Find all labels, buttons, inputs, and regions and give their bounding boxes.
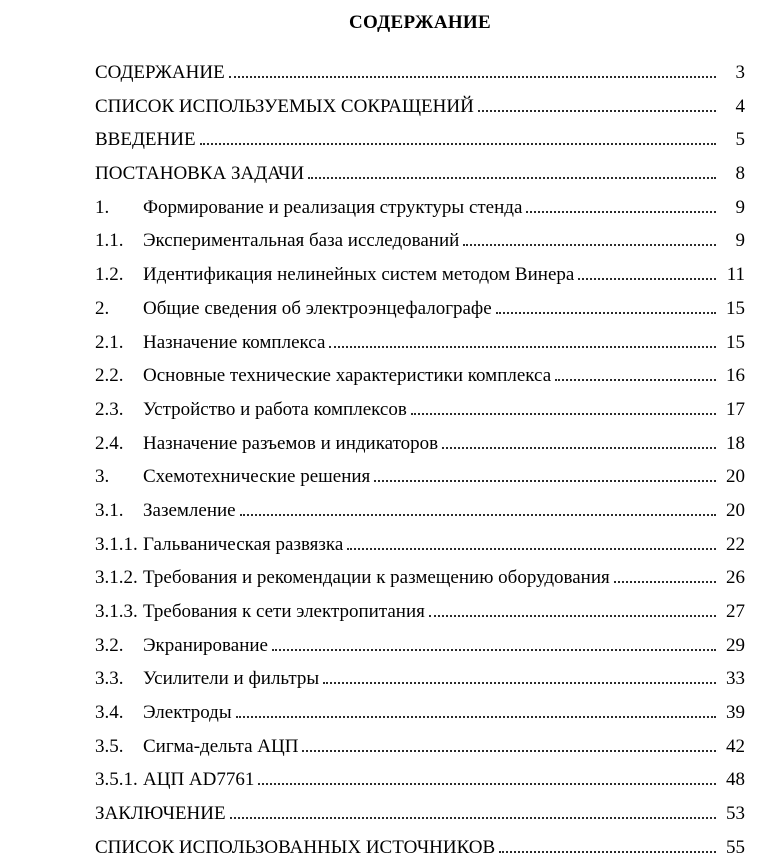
toc-entry-number: 1.1. (95, 230, 124, 252)
toc-leader-dots (496, 312, 716, 314)
toc-page-number: 3 (735, 62, 745, 83)
toc-entry-label: ПОСТАНОВКА ЗАДАЧИ (95, 163, 305, 185)
toc-leader-dots (258, 783, 716, 785)
toc-entry (95, 433, 745, 455)
toc-page-number: 11 (726, 264, 745, 286)
toc-entry (95, 567, 745, 589)
toc-entry (95, 500, 745, 522)
toc-page-number: 33 (726, 668, 745, 690)
toc-page-number: 48 (726, 769, 745, 791)
toc-page-number: 53 (726, 803, 745, 825)
toc-entry-label: Схемотехнические решения (143, 466, 371, 488)
toc-entry-label: Экранирование (143, 634, 268, 656)
toc-page-number: 8 (735, 163, 745, 185)
toc-entry (95, 96, 745, 118)
toc-entry-label: Гальваническая развязка (143, 533, 344, 555)
toc-entry-label: Электроды (143, 702, 232, 724)
toc-entry-number: 2.3. (95, 398, 124, 420)
toc-leader-dots (347, 548, 716, 550)
toc-entry-number: 3.1.1. (95, 533, 138, 555)
toc-entry-label: Основные технические характеристики комплекса (143, 365, 552, 387)
toc-leader-dots (526, 211, 716, 213)
toc-entry-label: Требования и рекомендации к размещению оборудования (143, 567, 610, 589)
toc-entry (95, 534, 745, 556)
toc-leader-dots (236, 716, 716, 718)
toc-page-number: 4 (735, 95, 745, 117)
toc-page-number: 42 (726, 735, 745, 757)
toc-entry-number: 3.1.2. (95, 567, 138, 589)
toc-entry-label: ЗАКЛЮЧЕНИЕ (95, 803, 226, 825)
toc-leader-dots (555, 379, 716, 381)
page-title: СОДЕРЖАНИЕ (349, 12, 491, 33)
toc-page-number: 26 (726, 567, 745, 589)
toc-entry (95, 264, 745, 286)
toc-entry-label: Формирование и реализация структуры стенда (143, 196, 523, 218)
toc-entry-number: 3.4. (95, 702, 124, 724)
toc-leader-dots (429, 615, 716, 617)
toc-leader-dots (478, 110, 716, 112)
toc-page-number: 15 (726, 297, 745, 319)
toc-entry (95, 769, 745, 791)
toc-leader-dots (614, 581, 716, 583)
toc-entry-number: 3.5.1. (95, 769, 138, 791)
toc-entry (95, 197, 745, 219)
toc-entry (95, 62, 745, 84)
toc-entry (95, 399, 745, 421)
toc-page-number: 29 (726, 634, 745, 656)
toc-entry-label: СПИСОК ИСПОЛЬЗОВАННЫХ ИСТОЧНИКОВ (95, 836, 496, 858)
table-of-contents (95, 62, 745, 859)
toc-page-number: 5 (735, 129, 745, 151)
toc-leader-dots (329, 346, 716, 348)
toc-entry-number: 3.1.3. (95, 601, 138, 622)
toc-entry (95, 702, 745, 724)
toc-entry (95, 466, 745, 488)
toc-leader-dots (463, 244, 716, 246)
toc-entry (95, 163, 745, 185)
toc-leader-dots (272, 649, 716, 651)
toc-entry (95, 601, 745, 623)
toc-leader-dots (442, 447, 716, 449)
toc-entry-label: АЦП AD7761 (143, 769, 255, 791)
toc-entry (95, 332, 745, 354)
toc-entry-label: Назначение комплекса (143, 331, 326, 353)
toc-entry-label: Общие сведения об электроэнцефалографе (143, 297, 492, 319)
toc-leader-dots (200, 143, 716, 145)
toc-page-number: 39 (726, 702, 745, 724)
toc-leader-dots (499, 851, 716, 853)
toc-leader-dots (578, 278, 716, 280)
toc-entry (95, 298, 745, 320)
toc-entry (95, 803, 745, 825)
toc-entry-label: Идентификация нелинейных систем методом Винера (143, 264, 575, 286)
toc-entry (95, 837, 745, 859)
toc-entry-number: 3.5. (95, 735, 124, 757)
toc-leader-dots (302, 750, 716, 752)
toc-entry-number: 1.2. (95, 264, 124, 286)
toc-entry-label: Требования к сети электропитания (143, 601, 425, 622)
toc-page-number: 17 (726, 398, 745, 420)
toc-page-number: 16 (726, 365, 745, 387)
toc-entry-number: 2.4. (95, 432, 124, 454)
toc-leader-dots (240, 514, 716, 516)
toc-page-number: 18 (726, 432, 745, 454)
toc-page-number: 27 (726, 601, 745, 622)
toc-entry (95, 129, 745, 151)
toc-entry-label: Устройство и работа комплексов (143, 398, 407, 420)
toc-entry-number: 3. (95, 466, 110, 488)
toc-entry-number: 2.2. (95, 365, 124, 387)
toc-entry (95, 736, 745, 758)
toc-entry-label: Экспериментальная база исследований (143, 230, 460, 252)
toc-entry-number: 1. (95, 196, 110, 218)
toc-entry (95, 365, 745, 387)
toc-entry-number: 2. (95, 297, 110, 319)
toc-leader-dots (411, 413, 716, 415)
toc-entry-number: 3.1. (95, 499, 124, 521)
toc-page-number: 20 (726, 499, 745, 521)
toc-leader-dots (323, 682, 716, 684)
toc-page-number: 22 (726, 533, 745, 555)
toc-page-number: 9 (735, 196, 745, 218)
toc-entry-label: Назначение разъемов и индикаторов (143, 432, 439, 454)
toc-entry-label: Заземление (143, 499, 236, 521)
toc-entry-label: ВВЕДЕНИЕ (95, 129, 196, 151)
toc-page-number: 55 (726, 836, 745, 858)
toc-leader-dots (308, 177, 716, 179)
toc-entry (95, 230, 745, 252)
toc-page-number: 9 (735, 230, 745, 252)
toc-entry-number: 3.3. (95, 668, 124, 690)
toc-leader-dots (229, 76, 716, 78)
toc-leader-dots (374, 480, 716, 482)
toc-page-number: 20 (726, 466, 745, 488)
toc-entry-number: 2.1. (95, 331, 124, 353)
toc-leader-dots (230, 817, 716, 819)
toc-entry-label: Усилители и фильтры (143, 668, 320, 690)
toc-entry-label: СПИСОК ИСПОЛЬЗУЕМЫХ СОКРАЩЕНИЙ (95, 95, 474, 117)
toc-entry (95, 668, 745, 690)
toc-entry (95, 635, 745, 657)
toc-entry-label: СОДЕРЖАНИЕ (95, 62, 225, 83)
toc-page-number: 15 (726, 331, 745, 353)
toc-entry-number: 3.2. (95, 634, 124, 656)
toc-entry-label: Сигма-дельта АЦП (143, 735, 299, 757)
